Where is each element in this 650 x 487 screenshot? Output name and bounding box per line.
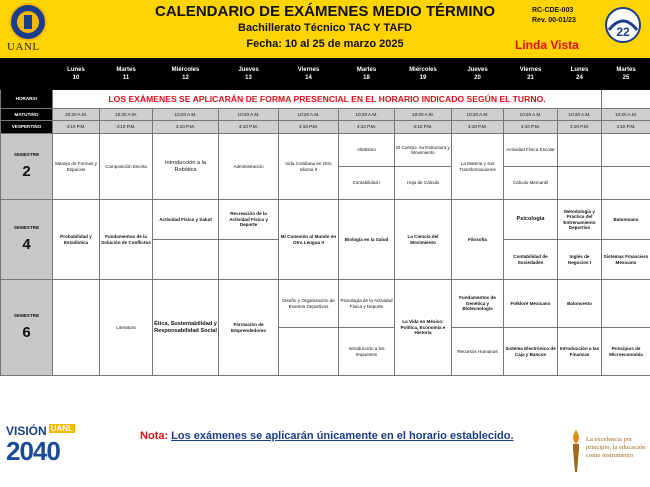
subject-cell: Introducción a la Robótica	[153, 134, 219, 200]
subject-cell: Filosofía	[452, 200, 504, 280]
subject-cell: Formación de Emprendedores	[219, 280, 279, 376]
subject-cell: Balonmano	[602, 200, 650, 240]
subject-cell: Biología en la Salud	[339, 200, 395, 280]
subject-cell: Ética, Sustentabilidad y Responsabilidad Social	[153, 280, 219, 376]
day-header: Miércoles 19	[395, 59, 452, 90]
day-header: Viernes 21	[504, 59, 558, 90]
vision-label: VISIÓN $^{UANL}$	[6, 424, 73, 438]
footer-note	[140, 430, 514, 442]
subject-cell: Sistemas Financiero Mexicano	[602, 240, 650, 280]
day-header: Miércoles 12	[153, 59, 219, 90]
subject-cell: Introducción a los Impuestos	[339, 328, 395, 376]
empty-cell	[153, 240, 219, 280]
subject-cell: La Ciencia del Movimiento	[395, 200, 452, 280]
instruction-banner: LOS EXÁMENES SE APLICARÁN DE FORMA PRESENCIAL EN EL HORARIO INDICADO SEGÚN EL TURNO.	[53, 90, 602, 109]
document-code	[532, 6, 576, 26]
day-header: Martes 11	[100, 59, 153, 90]
subject-cell: Recreación de la Actividad Física y Deporte	[219, 200, 279, 240]
vespertino-label: VESPERTINO	[1, 121, 53, 134]
subject-cell: Hoja de Cálculo	[395, 167, 452, 200]
time-cell: 4:10 P.M.	[504, 121, 558, 134]
subject-cell: Baloncesto	[558, 280, 602, 328]
empty-cell	[602, 134, 650, 167]
subject-cell: Fundamentos de Genética y Biotecnología	[452, 280, 504, 328]
time-cell: 4:10 P.M.	[452, 121, 504, 134]
subject-cell: Contabilidad I	[339, 167, 395, 200]
subject-cell: Actividad Física Escolar	[504, 134, 558, 167]
revision-line: Rev. 00-01/23	[532, 17, 576, 24]
motto-text: La excelencia por principio, la educación como instrumento	[586, 436, 646, 459]
page-title: CALENDARIO DE EXÁMENES MEDIO TÉRMINO	[154, 3, 496, 20]
subject-cell: Fundamentos de la Solución de Conflictos	[100, 200, 153, 280]
subject-cell: Composición Escrita	[100, 134, 153, 200]
time-cell: 10:20 A.M.	[558, 109, 602, 121]
subject-cell: Atletismo	[339, 134, 395, 167]
day-header: Viernes 14	[279, 59, 339, 90]
time-cell: 10:20 A.M.	[602, 109, 650, 121]
subject-cell: Folklore Mexicano	[504, 280, 558, 328]
subject-cell: Probabilidad y Estadística	[53, 200, 100, 280]
day-header: Jueves 20	[452, 59, 504, 90]
empty-cell	[279, 328, 339, 376]
horario-label: HORARIO	[1, 90, 53, 109]
time-cell: 4:10 P.M.	[153, 121, 219, 134]
vision-brand: UANL	[50, 424, 73, 433]
header-banner	[0, 0, 650, 58]
time-cell: 10:20 A.M.	[100, 109, 153, 121]
time-cell: 10:20 A.M.	[452, 109, 504, 121]
time-cell: 4:10 P.M.	[53, 121, 100, 134]
vision-2040-logo	[6, 424, 75, 464]
vespertino-row	[1, 121, 650, 134]
semestre-2-label: SEMESTRE 2	[1, 134, 53, 200]
time-cell: 10:20 A.M.	[504, 109, 558, 121]
exam-calendar-table	[0, 58, 650, 376]
day-header: Jueves 13	[219, 59, 279, 90]
time-cell: 4:10 P.M.	[279, 121, 339, 134]
badge-number: 22	[616, 25, 630, 39]
prepa-22-logo-icon	[604, 6, 642, 44]
campus-name: Linda Vista	[515, 38, 579, 52]
vision-year: 2040	[6, 436, 60, 466]
subject-cell: Principios de Microeconomía	[602, 328, 650, 376]
time-cell: 10:20 A.M.	[153, 109, 219, 121]
subject-cell: Diseño y Organización de Eventos Deportivos	[279, 280, 339, 328]
uanl-shield-icon	[8, 2, 48, 42]
semestre-4-label: SEMESTRE 4	[1, 200, 53, 280]
time-cell: 10:20 A.M.	[219, 109, 279, 121]
note-text: Los exámenes se aplicarán únicamente en el horario establecido.	[171, 430, 514, 442]
time-cell: 4:10 P.M.	[219, 121, 279, 134]
time-cell: 4:10 P.M.	[100, 121, 153, 134]
empty-cell	[602, 280, 650, 328]
torch-icon	[568, 428, 584, 474]
motto-block	[568, 428, 648, 479]
note-label: Nota:	[140, 430, 169, 442]
time-cell: 10:20 A.M.	[339, 109, 395, 121]
empty-cell	[602, 90, 650, 109]
corner-cell	[1, 59, 53, 90]
time-cell: 4:10 P.M.	[339, 121, 395, 134]
subject-cell: Cálculo Mercantil	[504, 167, 558, 200]
semestre-2-row-a	[1, 134, 650, 167]
code-line: RC-CDE-003	[532, 7, 574, 14]
exam-dates: Fecha: 10 al 25 de marzo 2025	[246, 38, 404, 50]
day-header: Martes 18	[339, 59, 395, 90]
subject-cell: El Cuerpo, su Estructura y Movimiento	[395, 134, 452, 167]
day-header: Lunes 10	[53, 59, 100, 90]
subject-cell: Contabilidad de Sociedades	[504, 240, 558, 280]
matutino-row	[1, 109, 650, 121]
subject-cell: Psicología	[504, 200, 558, 240]
subject-cell: La Vida en México: Política, Economía e Historia	[395, 280, 452, 376]
time-cell: 10:20 A.M.	[395, 109, 452, 121]
subject-cell: La Materia y sus Transformaciones	[452, 134, 504, 200]
subject-cell: Inglés de Negocios I	[558, 240, 602, 280]
program-subtitle: Bachillerato Técnico TAC Y TAFD	[238, 22, 412, 34]
empty-cell	[558, 167, 602, 200]
empty-cell	[219, 240, 279, 280]
matutino-label: MATUTINO	[1, 109, 53, 121]
time-cell: 4:10 P.M.	[558, 121, 602, 134]
day-header: Lunes 24	[558, 59, 602, 90]
time-cell: 10:20 A.M.	[53, 109, 100, 121]
subject-cell: Literatura	[100, 280, 153, 376]
subject-cell: Actividad Física y Salud	[153, 200, 219, 240]
subject-cell: Psicología de la Actividad Física y Deporte	[339, 280, 395, 328]
subject-cell: Mi Conexión al Mundo en Otra Lengua II	[279, 200, 339, 280]
subject-cell: Recursos Humanos	[452, 328, 504, 376]
subject-cell: Manejo de Formas y Espacios	[53, 134, 100, 200]
subject-cell: Metodología y Práctica del Entrenamiento Deportivo	[558, 200, 602, 240]
empty-cell	[53, 280, 100, 376]
time-cell: 4:10 P.M.	[395, 121, 452, 134]
subject-cell: Administración	[219, 134, 279, 200]
empty-cell	[602, 167, 650, 200]
empty-cell	[558, 134, 602, 167]
subject-cell: Sistema Electrónico de Caja y Bancos	[504, 328, 558, 376]
semestre-4-row-a	[1, 200, 650, 240]
horario-row	[1, 90, 650, 109]
time-cell: 4:10 P.M.	[602, 121, 650, 134]
time-cell: 10:20 A.M.	[279, 109, 339, 121]
semestre-6-label: SEMESTRE 6	[1, 280, 53, 376]
institution-name: UANL	[7, 41, 40, 53]
subject-cell: Introducción a las Finanzas	[558, 328, 602, 376]
semestre-6-row-a	[1, 280, 650, 328]
day-header-row	[1, 59, 650, 90]
day-header: Martes 25	[602, 59, 650, 90]
subject-cell: Vida Cotidiana en Otro Idioma II	[279, 134, 339, 200]
